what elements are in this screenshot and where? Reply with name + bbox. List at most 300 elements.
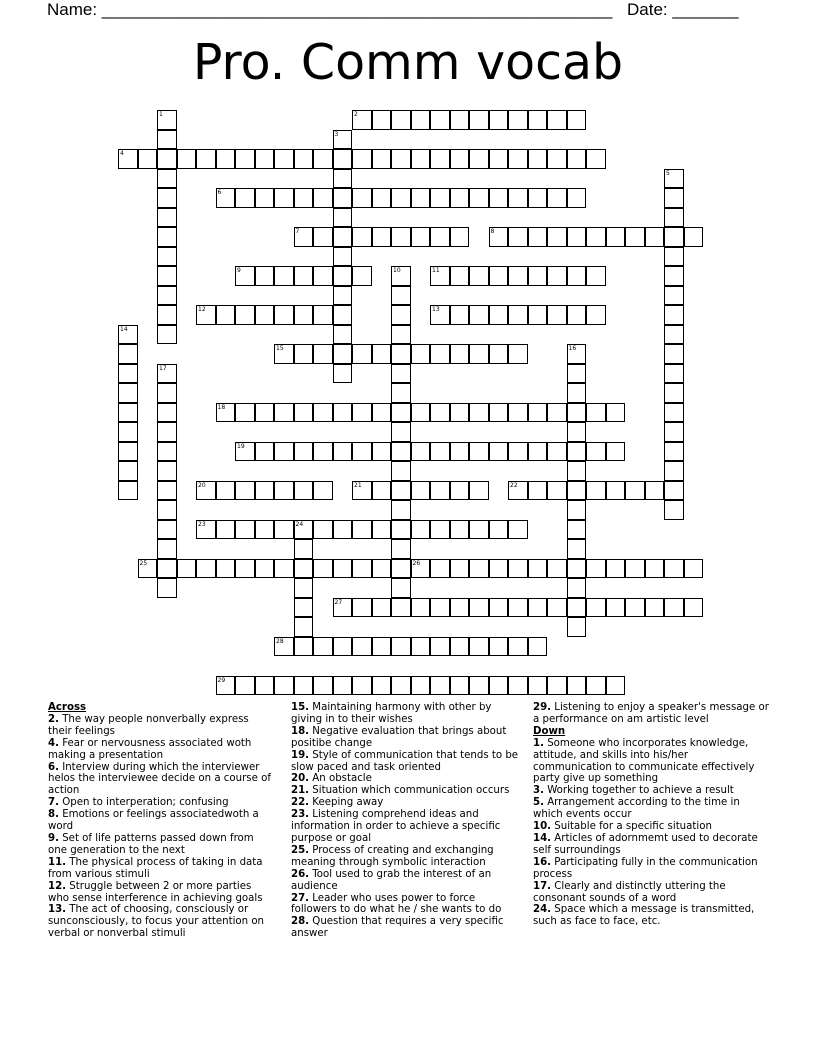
- grid-cell[interactable]: [645, 227, 665, 247]
- grid-cell[interactable]: [586, 559, 606, 579]
- grid-cell[interactable]: [333, 208, 353, 228]
- grid-cell[interactable]: [508, 481, 528, 501]
- grid-cell[interactable]: [450, 149, 470, 169]
- grid-cell[interactable]: [430, 266, 450, 286]
- grid-cell[interactable]: [528, 305, 548, 325]
- grid-cell[interactable]: [391, 500, 411, 520]
- grid-cell[interactable]: [567, 383, 587, 403]
- grid-cell[interactable]: [255, 559, 275, 579]
- grid-cell[interactable]: [255, 305, 275, 325]
- grid-cell[interactable]: [391, 149, 411, 169]
- grid-cell[interactable]: [352, 481, 372, 501]
- grid-cell[interactable]: [508, 520, 528, 540]
- grid-cell[interactable]: [450, 188, 470, 208]
- grid-cell[interactable]: [157, 559, 177, 579]
- grid-cell[interactable]: [450, 305, 470, 325]
- grid-cell[interactable]: [177, 149, 197, 169]
- grid-cell[interactable]: [450, 598, 470, 618]
- grid-cell[interactable]: [411, 403, 431, 423]
- grid-cell[interactable]: [235, 520, 255, 540]
- grid-cell[interactable]: [567, 403, 587, 423]
- grid-cell[interactable]: [469, 110, 489, 130]
- grid-cell[interactable]: [586, 403, 606, 423]
- grid-cell[interactable]: [664, 461, 684, 481]
- grid-cell[interactable]: [372, 637, 392, 657]
- grid-cell[interactable]: [294, 442, 314, 462]
- grid-cell[interactable]: [372, 598, 392, 618]
- grid-cell[interactable]: [313, 227, 333, 247]
- grid-cell[interactable]: [469, 149, 489, 169]
- grid-cell[interactable]: [625, 481, 645, 501]
- grid-cell[interactable]: [294, 676, 314, 696]
- grid-cell[interactable]: [294, 578, 314, 598]
- grid-cell[interactable]: [216, 149, 236, 169]
- grid-cell[interactable]: [118, 481, 138, 501]
- grid-cell[interactable]: [625, 598, 645, 618]
- grid-cell[interactable]: [372, 149, 392, 169]
- grid-cell[interactable]: [313, 403, 333, 423]
- grid-cell[interactable]: [177, 559, 197, 579]
- grid-cell[interactable]: [235, 403, 255, 423]
- grid-cell[interactable]: [508, 188, 528, 208]
- grid-cell[interactable]: [684, 227, 704, 247]
- grid-cell[interactable]: [469, 266, 489, 286]
- grid-cell[interactable]: [450, 676, 470, 696]
- grid-cell[interactable]: [411, 149, 431, 169]
- grid-cell[interactable]: [235, 305, 255, 325]
- grid-cell[interactable]: [586, 149, 606, 169]
- grid-cell[interactable]: [352, 344, 372, 364]
- grid-cell[interactable]: [567, 344, 587, 364]
- grid-cell[interactable]: [391, 403, 411, 423]
- grid-cell[interactable]: [157, 110, 177, 130]
- grid-cell[interactable]: [450, 481, 470, 501]
- grid-cell[interactable]: [372, 676, 392, 696]
- grid-cell[interactable]: [372, 344, 392, 364]
- grid-cell[interactable]: [333, 149, 353, 169]
- grid-cell[interactable]: [469, 344, 489, 364]
- grid-cell[interactable]: [372, 442, 392, 462]
- grid-cell[interactable]: [489, 442, 509, 462]
- grid-cell[interactable]: [313, 676, 333, 696]
- grid-cell[interactable]: [684, 559, 704, 579]
- grid-cell[interactable]: [508, 344, 528, 364]
- grid-cell[interactable]: [157, 422, 177, 442]
- grid-cell[interactable]: [508, 598, 528, 618]
- grid-cell[interactable]: [294, 149, 314, 169]
- grid-cell[interactable]: [567, 578, 587, 598]
- grid-cell[interactable]: [216, 559, 236, 579]
- grid-cell[interactable]: [489, 305, 509, 325]
- grid-cell[interactable]: [528, 637, 548, 657]
- grid-cell[interactable]: [664, 305, 684, 325]
- grid-cell[interactable]: [547, 266, 567, 286]
- grid-cell[interactable]: [216, 481, 236, 501]
- grid-cell[interactable]: [255, 481, 275, 501]
- grid-cell[interactable]: [469, 403, 489, 423]
- grid-cell[interactable]: [430, 110, 450, 130]
- grid-cell[interactable]: [157, 578, 177, 598]
- grid-cell[interactable]: [469, 188, 489, 208]
- grid-cell[interactable]: [411, 110, 431, 130]
- grid-cell[interactable]: [664, 422, 684, 442]
- grid-cell[interactable]: [352, 442, 372, 462]
- grid-cell[interactable]: [313, 442, 333, 462]
- grid-cell[interactable]: [372, 227, 392, 247]
- grid-cell[interactable]: [157, 383, 177, 403]
- grid-cell[interactable]: [255, 188, 275, 208]
- grid-cell[interactable]: [235, 442, 255, 462]
- grid-cell[interactable]: [586, 598, 606, 618]
- grid-cell[interactable]: [430, 305, 450, 325]
- grid-cell[interactable]: [411, 442, 431, 462]
- grid-cell[interactable]: [372, 403, 392, 423]
- grid-cell[interactable]: [157, 227, 177, 247]
- grid-cell[interactable]: [567, 461, 587, 481]
- grid-cell[interactable]: [157, 442, 177, 462]
- grid-cell[interactable]: [157, 325, 177, 345]
- grid-cell[interactable]: [372, 520, 392, 540]
- grid-cell[interactable]: [664, 266, 684, 286]
- grid-cell[interactable]: [469, 676, 489, 696]
- grid-cell[interactable]: [664, 344, 684, 364]
- grid-cell[interactable]: [567, 442, 587, 462]
- grid-cell[interactable]: [508, 266, 528, 286]
- grid-cell[interactable]: [196, 520, 216, 540]
- grid-cell[interactable]: [274, 149, 294, 169]
- grid-cell[interactable]: [450, 637, 470, 657]
- grid-cell[interactable]: [352, 637, 372, 657]
- grid-cell[interactable]: [391, 188, 411, 208]
- grid-cell[interactable]: [352, 188, 372, 208]
- grid-cell[interactable]: [255, 149, 275, 169]
- grid-cell[interactable]: [489, 559, 509, 579]
- grid-cell[interactable]: [450, 442, 470, 462]
- grid-cell[interactable]: [352, 598, 372, 618]
- grid-cell[interactable]: [606, 442, 626, 462]
- grid-cell[interactable]: [430, 481, 450, 501]
- grid-cell[interactable]: [664, 500, 684, 520]
- grid-cell[interactable]: [684, 598, 704, 618]
- grid-cell[interactable]: [664, 247, 684, 267]
- grid-cell[interactable]: [664, 403, 684, 423]
- grid-cell[interactable]: [118, 364, 138, 384]
- grid-cell[interactable]: [528, 403, 548, 423]
- grid-cell[interactable]: [430, 149, 450, 169]
- grid-cell[interactable]: [664, 598, 684, 618]
- grid-cell[interactable]: [411, 559, 431, 579]
- grid-cell[interactable]: [333, 344, 353, 364]
- grid-cell[interactable]: [196, 149, 216, 169]
- grid-cell[interactable]: [411, 520, 431, 540]
- grid-cell[interactable]: [586, 227, 606, 247]
- grid-cell[interactable]: [235, 149, 255, 169]
- grid-cell[interactable]: [391, 637, 411, 657]
- grid-cell[interactable]: [157, 208, 177, 228]
- grid-cell[interactable]: [391, 422, 411, 442]
- grid-cell[interactable]: [391, 383, 411, 403]
- grid-cell[interactable]: [547, 305, 567, 325]
- grid-cell[interactable]: [391, 481, 411, 501]
- grid-cell[interactable]: [157, 481, 177, 501]
- grid-cell[interactable]: [664, 169, 684, 189]
- grid-cell[interactable]: [508, 676, 528, 696]
- grid-cell[interactable]: [430, 637, 450, 657]
- grid-cell[interactable]: [411, 598, 431, 618]
- grid-cell[interactable]: [450, 227, 470, 247]
- grid-cell[interactable]: [489, 637, 509, 657]
- grid-cell[interactable]: [606, 598, 626, 618]
- grid-cell[interactable]: [118, 325, 138, 345]
- grid-cell[interactable]: [294, 559, 314, 579]
- grid-cell[interactable]: [118, 461, 138, 481]
- grid-cell[interactable]: [196, 305, 216, 325]
- grid-cell[interactable]: [489, 520, 509, 540]
- grid-cell[interactable]: [294, 188, 314, 208]
- grid-cell[interactable]: [547, 403, 567, 423]
- grid-cell[interactable]: [333, 403, 353, 423]
- grid-cell[interactable]: [469, 305, 489, 325]
- grid-cell[interactable]: [508, 149, 528, 169]
- grid-cell[interactable]: [333, 598, 353, 618]
- grid-cell[interactable]: [294, 617, 314, 637]
- grid-cell[interactable]: [333, 364, 353, 384]
- grid-cell[interactable]: [606, 403, 626, 423]
- grid-cell[interactable]: [157, 149, 177, 169]
- grid-cell[interactable]: [664, 286, 684, 306]
- grid-cell[interactable]: [606, 227, 626, 247]
- grid-cell[interactable]: [333, 227, 353, 247]
- grid-cell[interactable]: [645, 598, 665, 618]
- grid-cell[interactable]: [547, 149, 567, 169]
- grid-cell[interactable]: [450, 110, 470, 130]
- grid-cell[interactable]: [430, 227, 450, 247]
- grid-cell[interactable]: [489, 227, 509, 247]
- grid-cell[interactable]: [547, 676, 567, 696]
- grid-cell[interactable]: [333, 676, 353, 696]
- grid-cell[interactable]: [372, 559, 392, 579]
- grid-cell[interactable]: [255, 442, 275, 462]
- grid-cell[interactable]: [586, 676, 606, 696]
- grid-cell[interactable]: [274, 305, 294, 325]
- grid-cell[interactable]: [313, 266, 333, 286]
- grid-cell[interactable]: [567, 305, 587, 325]
- grid-cell[interactable]: [528, 110, 548, 130]
- grid-cell[interactable]: [372, 481, 392, 501]
- grid-cell[interactable]: [430, 598, 450, 618]
- grid-cell[interactable]: [216, 305, 236, 325]
- grid-cell[interactable]: [411, 637, 431, 657]
- grid-cell[interactable]: [528, 188, 548, 208]
- grid-cell[interactable]: [508, 637, 528, 657]
- grid-cell[interactable]: [606, 559, 626, 579]
- grid-cell[interactable]: [255, 266, 275, 286]
- grid-cell[interactable]: [255, 403, 275, 423]
- grid-cell[interactable]: [157, 539, 177, 559]
- grid-cell[interactable]: [255, 520, 275, 540]
- grid-cell[interactable]: [138, 149, 158, 169]
- grid-cell[interactable]: [118, 383, 138, 403]
- grid-cell[interactable]: [294, 637, 314, 657]
- grid-cell[interactable]: [411, 481, 431, 501]
- grid-cell[interactable]: [391, 442, 411, 462]
- grid-cell[interactable]: [450, 266, 470, 286]
- grid-cell[interactable]: [157, 500, 177, 520]
- grid-cell[interactable]: [391, 227, 411, 247]
- grid-cell[interactable]: [567, 500, 587, 520]
- grid-cell[interactable]: [274, 266, 294, 286]
- grid-cell[interactable]: [664, 559, 684, 579]
- grid-cell[interactable]: [294, 344, 314, 364]
- grid-cell[interactable]: [567, 481, 587, 501]
- grid-cell[interactable]: [391, 305, 411, 325]
- grid-cell[interactable]: [567, 227, 587, 247]
- grid-cell[interactable]: [547, 598, 567, 618]
- grid-cell[interactable]: [430, 442, 450, 462]
- grid-cell[interactable]: [645, 559, 665, 579]
- grid-cell[interactable]: [664, 481, 684, 501]
- grid-cell[interactable]: [489, 149, 509, 169]
- grid-cell[interactable]: [528, 598, 548, 618]
- grid-cell[interactable]: [352, 676, 372, 696]
- grid-cell[interactable]: [547, 188, 567, 208]
- grid-cell[interactable]: [391, 344, 411, 364]
- grid-cell[interactable]: [294, 227, 314, 247]
- grid-cell[interactable]: [196, 481, 216, 501]
- grid-cell[interactable]: [508, 559, 528, 579]
- grid-cell[interactable]: [274, 403, 294, 423]
- grid-cell[interactable]: [391, 676, 411, 696]
- grid-cell[interactable]: [372, 188, 392, 208]
- grid-cell[interactable]: [391, 325, 411, 345]
- grid-cell[interactable]: [352, 266, 372, 286]
- grid-cell[interactable]: [567, 266, 587, 286]
- grid-cell[interactable]: [294, 403, 314, 423]
- grid-cell[interactable]: [469, 520, 489, 540]
- grid-cell[interactable]: [235, 559, 255, 579]
- grid-cell[interactable]: [216, 520, 236, 540]
- grid-cell[interactable]: [489, 266, 509, 286]
- grid-cell[interactable]: [333, 188, 353, 208]
- grid-cell[interactable]: [489, 676, 509, 696]
- grid-cell[interactable]: [352, 227, 372, 247]
- grid-cell[interactable]: [469, 559, 489, 579]
- grid-cell[interactable]: [333, 130, 353, 150]
- grid-cell[interactable]: [235, 266, 255, 286]
- grid-cell[interactable]: [313, 520, 333, 540]
- grid-cell[interactable]: [547, 442, 567, 462]
- grid-cell[interactable]: [118, 403, 138, 423]
- grid-cell[interactable]: [391, 578, 411, 598]
- grid-cell[interactable]: [489, 110, 509, 130]
- grid-cell[interactable]: [157, 305, 177, 325]
- grid-cell[interactable]: [391, 364, 411, 384]
- grid-cell[interactable]: [216, 188, 236, 208]
- grid-cell[interactable]: [489, 403, 509, 423]
- grid-cell[interactable]: [430, 403, 450, 423]
- grid-cell[interactable]: [391, 598, 411, 618]
- grid-cell[interactable]: [411, 188, 431, 208]
- grid-cell[interactable]: [333, 286, 353, 306]
- grid-cell[interactable]: [313, 481, 333, 501]
- grid-cell[interactable]: [313, 305, 333, 325]
- grid-cell[interactable]: [567, 110, 587, 130]
- grid-cell[interactable]: [411, 227, 431, 247]
- grid-cell[interactable]: [157, 130, 177, 150]
- grid-cell[interactable]: [352, 403, 372, 423]
- grid-cell[interactable]: [567, 520, 587, 540]
- grid-cell[interactable]: [216, 676, 236, 696]
- grid-cell[interactable]: [528, 266, 548, 286]
- grid-cell[interactable]: [664, 208, 684, 228]
- grid-cell[interactable]: [157, 188, 177, 208]
- grid-cell[interactable]: [567, 149, 587, 169]
- grid-cell[interactable]: [586, 305, 606, 325]
- grid-cell[interactable]: [333, 169, 353, 189]
- grid-cell[interactable]: [391, 559, 411, 579]
- grid-cell[interactable]: [274, 188, 294, 208]
- grid-cell[interactable]: [118, 149, 138, 169]
- grid-cell[interactable]: [255, 676, 275, 696]
- grid-cell[interactable]: [528, 559, 548, 579]
- grid-cell[interactable]: [294, 539, 314, 559]
- grid-cell[interactable]: [469, 481, 489, 501]
- grid-cell[interactable]: [469, 442, 489, 462]
- grid-cell[interactable]: [528, 676, 548, 696]
- grid-cell[interactable]: [333, 325, 353, 345]
- grid-cell[interactable]: [567, 598, 587, 618]
- grid-cell[interactable]: [625, 227, 645, 247]
- grid-cell[interactable]: [274, 676, 294, 696]
- grid-cell[interactable]: [352, 149, 372, 169]
- grid-cell[interactable]: [274, 520, 294, 540]
- grid-cell[interactable]: [430, 676, 450, 696]
- grid-cell[interactable]: [313, 344, 333, 364]
- grid-cell[interactable]: [391, 461, 411, 481]
- grid-cell[interactable]: [118, 344, 138, 364]
- grid-cell[interactable]: [411, 676, 431, 696]
- grid-cell[interactable]: [391, 286, 411, 306]
- grid-cell[interactable]: [664, 364, 684, 384]
- grid-cell[interactable]: [333, 520, 353, 540]
- grid-cell[interactable]: [274, 559, 294, 579]
- grid-cell[interactable]: [333, 559, 353, 579]
- grid-cell[interactable]: [606, 676, 626, 696]
- grid-cell[interactable]: [333, 442, 353, 462]
- grid-cell[interactable]: [313, 149, 333, 169]
- grid-cell[interactable]: [664, 188, 684, 208]
- grid-cell[interactable]: [664, 442, 684, 462]
- grid-cell[interactable]: [664, 325, 684, 345]
- grid-cell[interactable]: [157, 169, 177, 189]
- grid-cell[interactable]: [294, 598, 314, 618]
- grid-cell[interactable]: [450, 520, 470, 540]
- grid-cell[interactable]: [157, 461, 177, 481]
- grid-cell[interactable]: [547, 559, 567, 579]
- grid-cell[interactable]: [606, 481, 626, 501]
- grid-cell[interactable]: [586, 266, 606, 286]
- grid-cell[interactable]: [508, 442, 528, 462]
- grid-cell[interactable]: [157, 520, 177, 540]
- grid-cell[interactable]: [450, 344, 470, 364]
- grid-cell[interactable]: [430, 344, 450, 364]
- grid-cell[interactable]: [489, 598, 509, 618]
- grid-cell[interactable]: [294, 266, 314, 286]
- grid-cell[interactable]: [274, 481, 294, 501]
- grid-cell[interactable]: [352, 520, 372, 540]
- grid-cell[interactable]: [313, 188, 333, 208]
- grid-cell[interactable]: [645, 481, 665, 501]
